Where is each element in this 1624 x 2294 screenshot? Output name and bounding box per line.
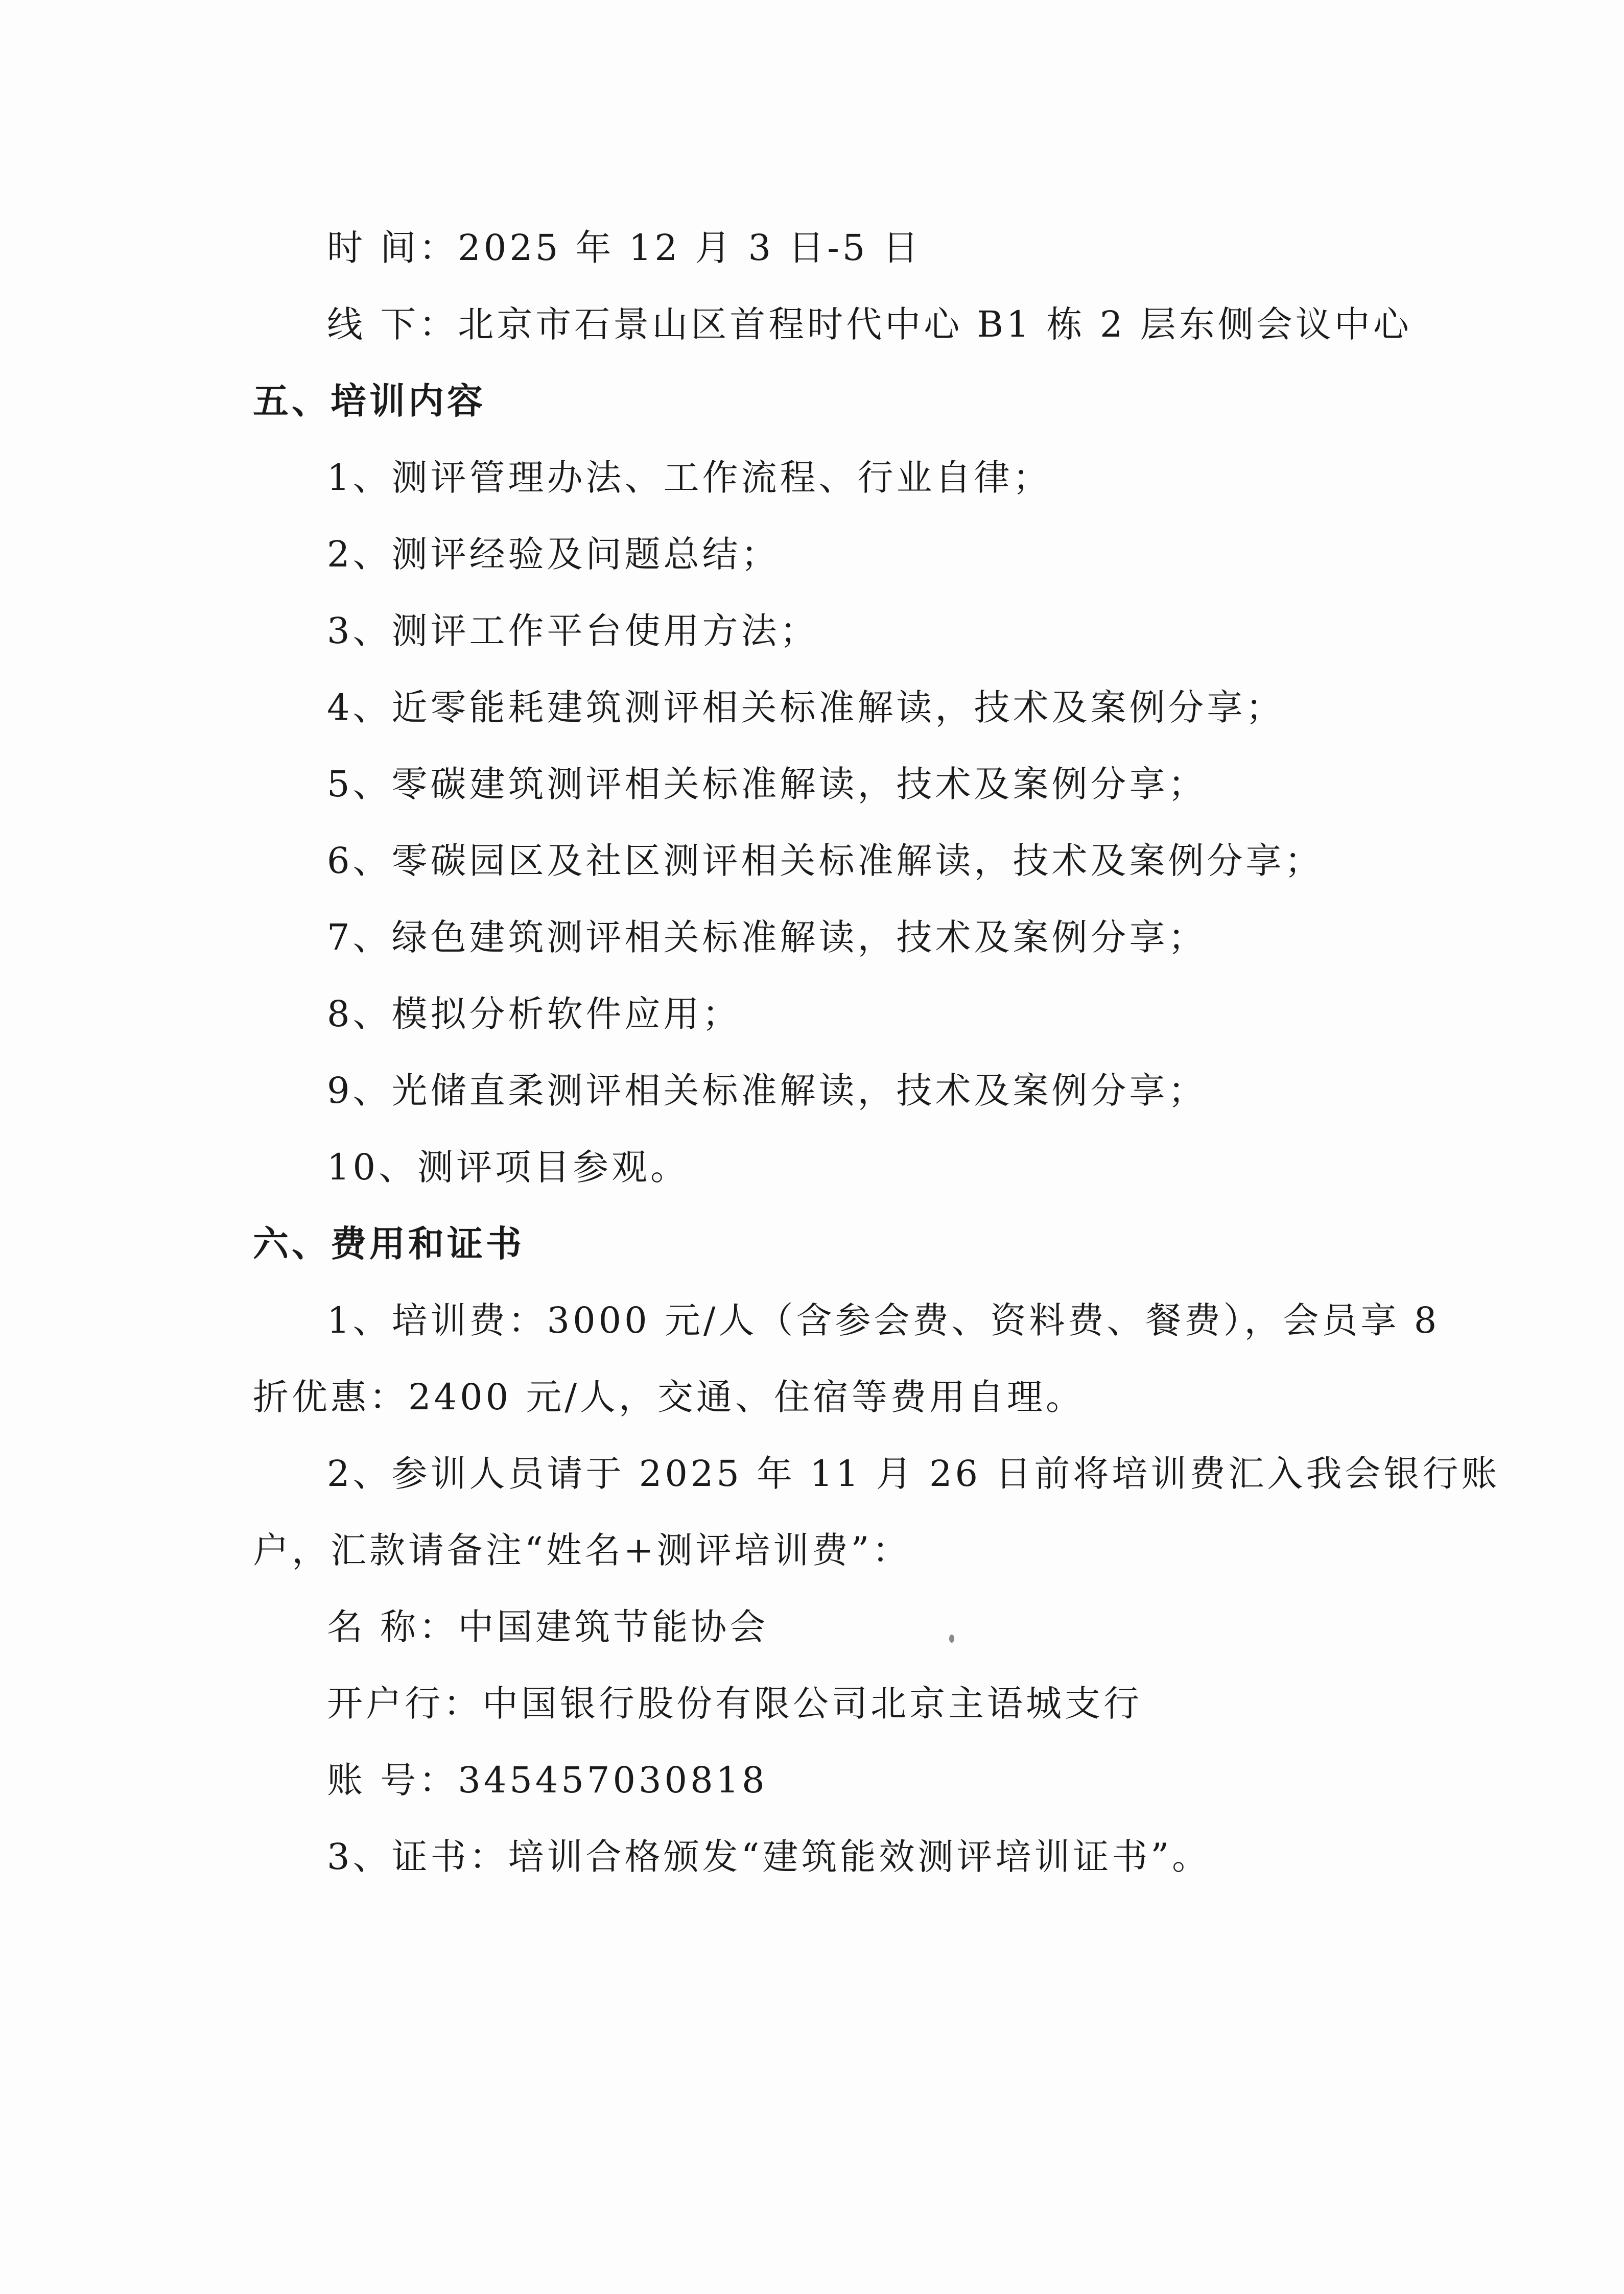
section5-item: 1、测评管理办法、工作流程、行业自律； <box>327 457 1052 499</box>
section5-item: 6、零碳园区及社区测评相关标准解读，技术及案例分享； <box>327 840 1324 882</box>
fee-paragraph-line1: 1、培训费：3000 元/人（含参会费、资料费、餐费），会员享 8 <box>327 1299 1440 1341</box>
section5-item: 10、测评项目参观。 <box>327 1146 690 1188</box>
section5-item: 2、测评经验及问题总结； <box>327 533 780 575</box>
fee-paragraph-line2: 折优惠：2400 元/人，交通、住宿等费用自理。 <box>253 1376 1085 1418</box>
schedule-time: 时 间：2025 年 12 月 3 日-5 日 <box>327 227 922 269</box>
section5-heading: 五、培训内容 <box>253 380 486 422</box>
section5-item: 9、光储直柔测评相关标准解读，技术及案例分享； <box>327 1070 1207 1111</box>
schedule-venue: 线 下：北京市石景山区首程时代中心 B1 栋 2 层东侧会议中心 <box>327 303 1412 345</box>
section5-item: 4、近零能耗建筑测评相关标准解读，技术及案例分享； <box>327 687 1285 728</box>
certificate-line: 3、证书：培训合格颁发“建筑能效测评培训证书”。 <box>327 1836 1211 1878</box>
section5-item: 7、绿色建筑测评相关标准解读，技术及案例分享； <box>327 916 1207 958</box>
account-name: 名 称：中国建筑节能协会 <box>327 1606 769 1648</box>
section5-item: 8、模拟分析软件应用； <box>327 993 741 1035</box>
section5-item: 5、零碳建筑测评相关标准解读，技术及案例分享； <box>327 763 1207 805</box>
payment-paragraph-line2: 户，汇款请备注“姓名+测评培训费”： <box>253 1529 911 1571</box>
section5-item: 3、测评工作平台使用方法； <box>327 610 819 652</box>
payment-paragraph-line1: 2、参训人员请于 2025 年 11 月 26 日前将培训费汇入我会银行账 <box>327 1453 1500 1495</box>
section6-heading: 六、费用和证书 <box>253 1223 525 1265</box>
bank-name: 开户行：中国银行股份有限公司北京主语城支行 <box>327 1683 1142 1724</box>
account-number: 账 号：345457030818 <box>327 1759 768 1801</box>
scan-speck <box>949 1635 954 1643</box>
